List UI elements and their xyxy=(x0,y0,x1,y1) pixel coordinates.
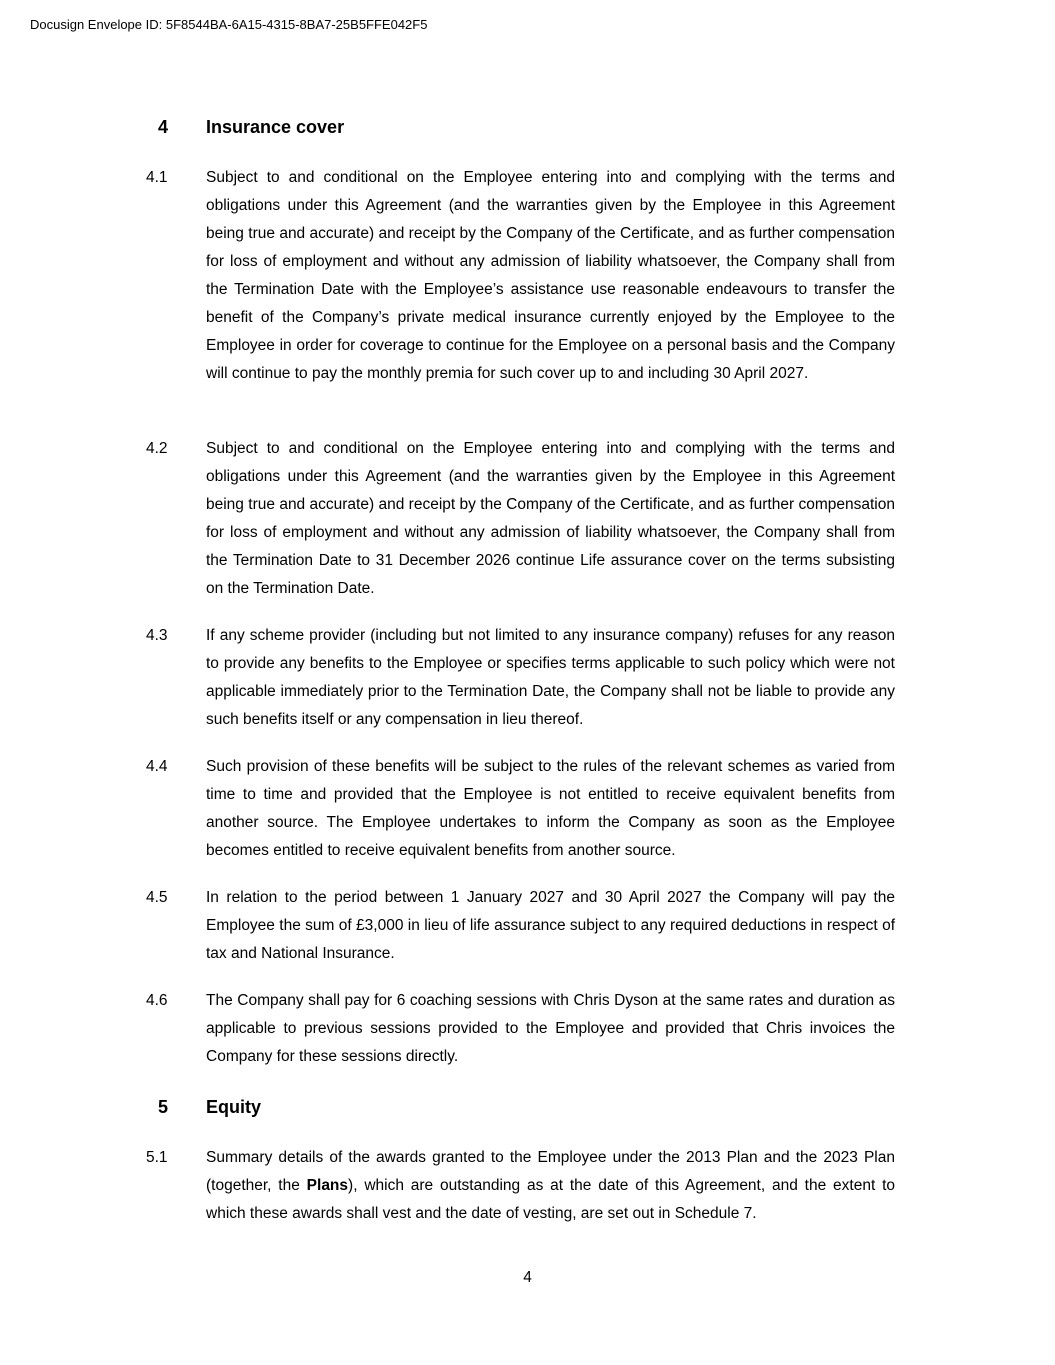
clause-text: If any scheme provider (including but not limited to any insurance company) refuses for any reason to provide any benefits to the Employee or specifies terms applicable to such policy which were not applicable immediately prior to the Termination Date, the Company shall not be liable to provide any such benefits itself or any compensation in lieu thereof. xyxy=(206,627,895,728)
section-title: Equity xyxy=(206,1097,262,1117)
clause-number: 4.5 xyxy=(146,889,168,906)
section-number: 5 xyxy=(158,1097,169,1117)
envelope-id: Docusign Envelope ID: 5F8544BA-6A15-4315-8BA7-25B5FFE042F5 xyxy=(30,17,428,32)
clause-text: Such provision of these benefits will be subject to the rules of the relevant schemes as varied from time to time and provided that the Employee is not entitled to receive equivalent benefits from another source. The Employee undertakes to inform the Company as soon as the Employee becomes entitled to receive equivalent benefits from another source. xyxy=(206,758,895,859)
clause-text-part: ), which are outstanding as at the date of this Agreement, and the extent to which these awards shall vest and the date of vesting, are set out in Schedule 7. xyxy=(206,1177,895,1222)
clause-number: 4.6 xyxy=(146,992,168,1009)
clause-number: 5.1 xyxy=(146,1149,168,1166)
section-heading-equity xyxy=(0,1095,1055,1119)
page-number: 4 xyxy=(523,1269,532,1286)
clause-text: Subject to and conditional on the Employee entering into and complying with the terms and obligations under this Agreement (and the warranties given by the Employee in this Agreement being true and accurate) and receipt by the Company of the Certificate, and as further compensation for loss of employment and without any admission of liability whatsoever, the Company shall from the Termination Date with the Employee’s assistance use reasonable endeavours to transfer the benefit of the Company’s private medical insurance currently enjoyed by the Employee to the Employee in order for coverage to continue for the Employee on a personal basis and the Company will continue to pay the monthly premia for such cover up to and including 30 April 2027. xyxy=(206,169,895,382)
clause-number: 4.3 xyxy=(146,627,168,644)
clause-text xyxy=(206,1144,895,1228)
clause-text-part: Summary details of the awards granted to the Employee under the 2013 Plan and the 2023 Plan (together, the xyxy=(206,1149,895,1194)
section-heading-insurance-cover xyxy=(0,115,1055,139)
defined-term-plans: Plans xyxy=(306,1177,349,1194)
section-number: 4 xyxy=(158,117,169,137)
clause-number: 4.4 xyxy=(146,758,168,775)
clause-number: 4.2 xyxy=(146,440,168,457)
clause-text: In relation to the period between 1 January 2027 and 30 April 2027 the Company will pay the Employee the sum of £3,000 in lieu of life assurance subject to any required deductions in respect of tax and National Insurance. xyxy=(206,889,895,962)
clause-text: The Company shall pay for 6 coaching sessions with Chris Dyson at the same rates and duration as applicable to previous sessions provided to the Employee and provided that Chris invoices the Company for these sessions directly. xyxy=(206,992,895,1065)
clause-text: Subject to and conditional on the Employee entering into and complying with the terms and obligations under this Agreement (and the warranties given by the Employee in this Agreement being true and accurate) and receipt by the Company of the Certificate, and as further compensation for loss of employment and without any admission of liability whatsoever, the Company shall from the Termination Date to 31 December 2026 continue Life assurance cover on the terms subsisting on the Termination Date. xyxy=(206,440,895,597)
clause-number: 4.1 xyxy=(146,169,168,186)
section-title: Insurance cover xyxy=(206,117,345,137)
